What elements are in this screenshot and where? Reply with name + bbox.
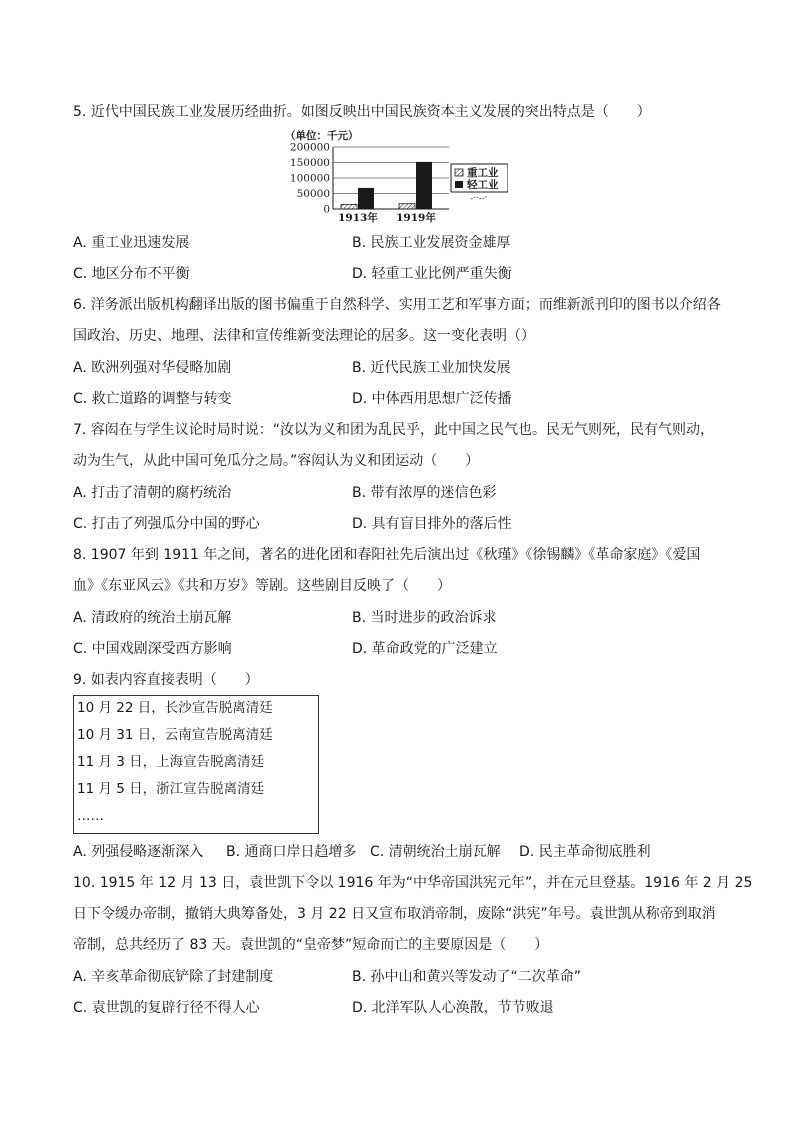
q10-stem-line-1: 10. 1915 年 12 月 13 日，袁世凯下令以 1916 年为“中华帝国洪宪元年”，并在元旦登基。1916 年 2 月 25 [73,875,753,891]
q7-stem-line-1: 7. 容闳在与学生议论时局时说：“汝以为义和团为乱民乎，此中国之民气也。民无气则死，民有气则动， [73,422,715,438]
q6-option-b[interactable]: B. 近代民族工业加快发展 [352,360,511,376]
q8-stem-line-1: 8. 1907 年到 1911 年之间，著名的进化团和春阳社先后演出过《秋瑾》《徐锡麟》《革命家庭》《爱国 [73,547,701,563]
industry-bar-chart [283,129,508,225]
q10-option-a[interactable]: A. 辛亥革命彻底铲除了封建制度 [73,969,274,985]
q7-option-c[interactable]: C. 打击了列强瓜分中国的野心 [73,516,260,532]
q6-stem-line-2: 国政治、历史、地理、法律和宣传维新变法理论的居多。这一变化表明（） [73,328,535,344]
bar-heavy-industry [399,204,415,209]
x-axis-labels [338,211,436,224]
y-axis-ticks [290,142,330,216]
bar-heavy-industry [341,204,357,209]
x-tick-label: 1919年 [396,212,436,224]
q8-option-a[interactable]: A. 清政府的统治土崩瓦解 [73,610,232,626]
x-tick-label: 1913年 [338,212,378,224]
chart-svg [283,129,508,225]
y-tick-label: 150000 [289,157,330,169]
q7-option-b[interactable]: B. 带有浓厚的迷信色彩 [352,485,497,501]
table-row: 10 月 22 日，长沙宣告脱离清廷 [77,700,273,716]
q6-option-a[interactable]: A. 欧洲列强对华侵略加剧 [73,360,232,376]
q5-option-c[interactable]: C. 地区分布不平衡 [73,266,190,282]
chart-unit-label: （单位：千元） [285,130,359,142]
q9-stem: 9. 如表内容直接表明（ ） [73,672,259,688]
q6-option-d[interactable]: D. 中体西用思想广泛传播 [352,391,512,407]
q10-option-c[interactable]: C. 袁世凯的复辟行径不得人心 [73,1000,260,1016]
bar-light-industry [358,188,374,209]
q5-option-d[interactable]: D. 轻重工业比例严重失衡 [352,266,512,282]
q9-option-c[interactable]: C. 清朝统治土崩瓦解 [370,844,501,860]
q5-stem: 5. 近代中国民族工业发展历经曲折。如图反映出中国民族资本主义发展的突出特点是（ ） [73,104,651,120]
legend-label-light: 轻工业 [467,179,499,191]
q7-option-a[interactable]: A. 打击了清朝的腐朽统治 [73,485,232,501]
table-row: 11 月 5 日，浙江宣告脱离清廷 [77,781,265,797]
q9-option-b[interactable]: B. 通商口岸日趋增多 [226,844,357,860]
q8-option-c[interactable]: C. 中国戏剧深受西方影响 [73,641,232,657]
table-row: 11 月 3 日，上海宣告脱离清廷 [77,754,265,770]
q9-table [73,695,319,834]
y-tick-label: 50000 [296,188,330,200]
q9-option-d[interactable]: D. 民主革命彻底胜利 [519,844,651,860]
legend-swatch-light [455,181,463,188]
q10-option-d[interactable]: D. 北洋军队人心涣散，节节败退 [352,1000,554,1016]
legend-label-heavy: 重工业 [467,167,499,179]
y-tick-label: 0 [323,203,330,216]
q8-option-d[interactable]: D. 革命政党的广泛建立 [352,641,498,657]
q7-stem-line-2: 动为生气，从此中国可免瓜分之局。”容闳认为义和团运动（ ） [73,453,480,469]
q10-stem-line-3: 帝制，总共经历了 83 天。袁世凯的“皇帝梦”短命而亡的主要原因是（ ） [73,937,549,953]
table-row: 10 月 31 日，云南宣告脱离清廷 [77,727,273,743]
q10-stem-line-2: 日下令缓办帝制，撤销大典筹备处，3 月 22 日又宣布取消帝制，废除“洪宪”年号。袁世凯从称帝到取消 [73,906,716,922]
q8-stem-line-2: 血》《东亚风云》《共和万岁》等剧。这些剧目反映了（ ） [73,578,451,594]
chart-bars [341,162,432,209]
legend-swatch-heavy [455,169,463,176]
chart-scribble [471,196,487,199]
q5-option-b[interactable]: B. 民族工业发展资金雄厚 [352,235,511,251]
table-row: …… [77,808,104,824]
bar-light-industry [416,162,432,209]
q10-option-b[interactable]: B. 孙中山和黄兴等发动了“二次革命” [352,969,582,985]
q5-option-a[interactable]: A. 重工业迅速发展 [73,235,190,251]
q6-option-c[interactable]: C. 救亡道路的调整与转变 [73,391,232,407]
y-tick-label: 200000 [289,141,330,154]
q7-option-d[interactable]: D. 具有盲目排外的落后性 [352,516,512,532]
q8-option-b[interactable]: B. 当时进步的政治诉求 [352,610,497,626]
y-tick-label: 100000 [289,172,330,185]
q9-option-a[interactable]: A. 列强侵略逐渐深入 [73,844,204,860]
q6-stem-line-1: 6. 洋务派出版机构翻译出版的图书偏重于自然科学、实用工艺和军事方面；而维新派刊印的图书以介绍各 [73,297,721,313]
